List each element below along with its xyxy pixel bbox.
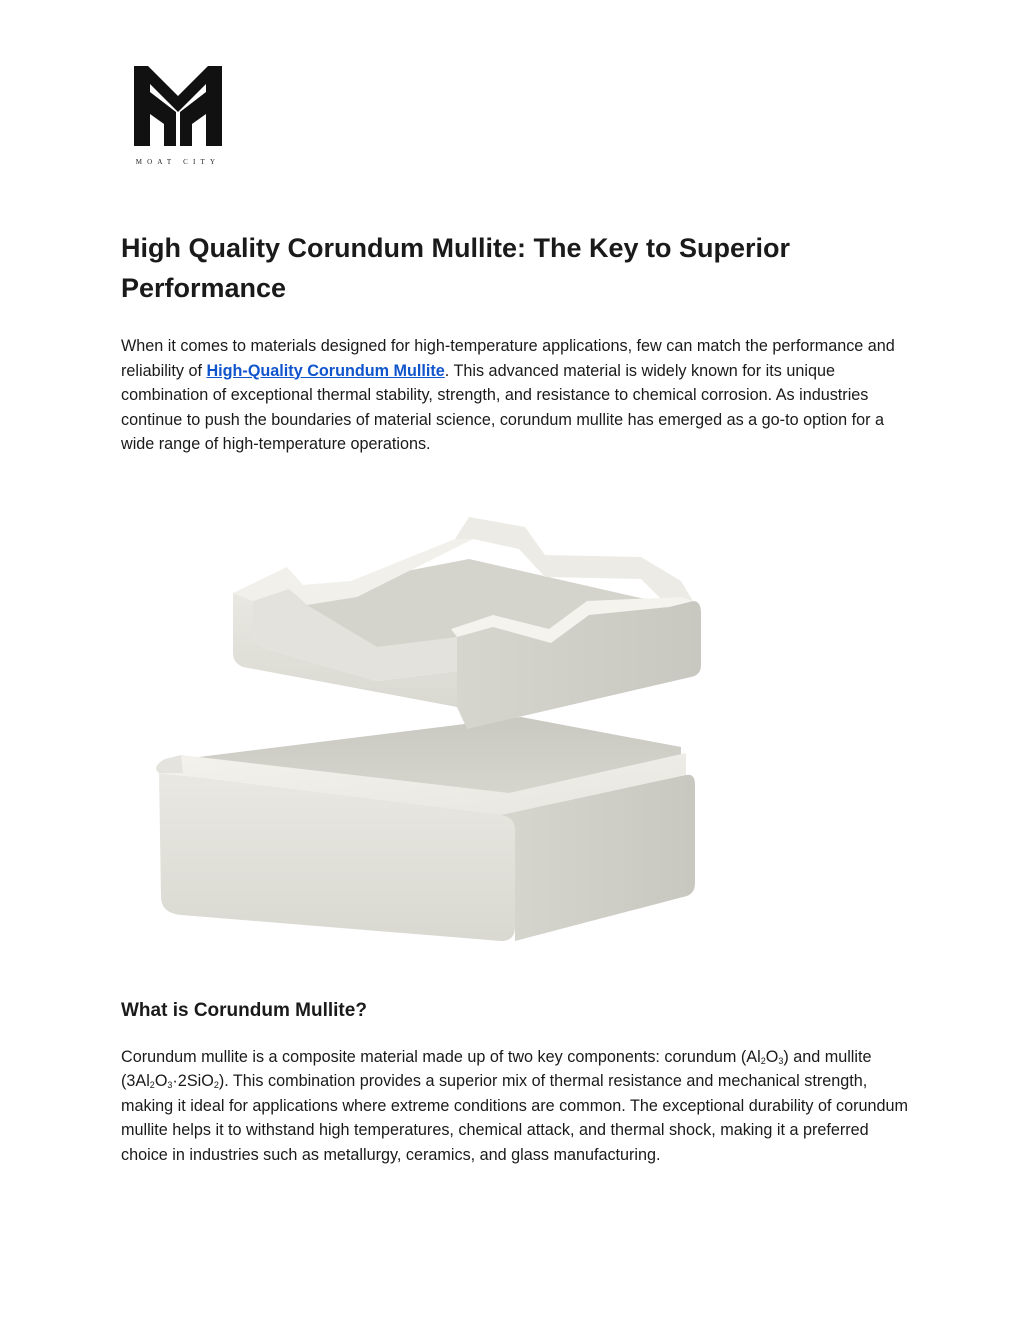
article xyxy=(121,228,911,1167)
subscript: 2 xyxy=(149,1080,155,1090)
product-image xyxy=(121,497,911,997)
intro-paragraph xyxy=(121,334,911,457)
section-text: ). This combination provides a superior mix of thermal resistance and mechanical strength, making it ideal for applications where extreme conditions are common. The exceptional durability of corundum mullite helps it to withstand high temperatures, chemical attack, and thermal shock, making it a preferred choice in industries such as metallurgy, ceramics, and glass manufacturing. xyxy=(121,1072,908,1164)
subscript: 3 xyxy=(778,1055,784,1066)
subscript: 2 xyxy=(760,1055,766,1066)
brand-logo xyxy=(130,62,226,170)
section-text: O xyxy=(154,1072,168,1090)
bottom-sagger xyxy=(156,717,695,941)
product-link[interactable]: High-Quality Corundum Mullite xyxy=(206,361,445,380)
top-sagger xyxy=(233,517,701,729)
subscript: 3 xyxy=(167,1080,173,1090)
section-text: O xyxy=(765,1047,779,1066)
m-logo-icon xyxy=(130,62,226,152)
section-text: ) and mullite (3Al xyxy=(121,1047,872,1090)
section-text: ·2SiO xyxy=(172,1072,214,1090)
sagger-illustration xyxy=(121,497,911,997)
subscript: 2 xyxy=(213,1080,219,1090)
article-title: High Quality Corundum Mullite: The Key to Superior Performance xyxy=(121,233,791,303)
section-heading: What is Corundum Mullite? xyxy=(121,999,367,1021)
intro-text-start: When it comes to materials designed for high-temperature applications, few can match the performance and reliability of xyxy=(121,337,895,380)
section-paragraph xyxy=(121,1045,911,1168)
intro-text-end: . This advanced material is widely known for its unique combination of exceptional thermal stability, strength, and resistance to chemical corrosion. As industries continue to push the boundaries of material science, corundum mullite has emerged as a go-to option for a wide range of high-temperature operations. xyxy=(121,361,885,453)
section-text: Corundum mullite is a composite material made up of two key components: corundum (Al xyxy=(121,1047,761,1066)
brand-name: MOAT CITY xyxy=(135,158,221,166)
